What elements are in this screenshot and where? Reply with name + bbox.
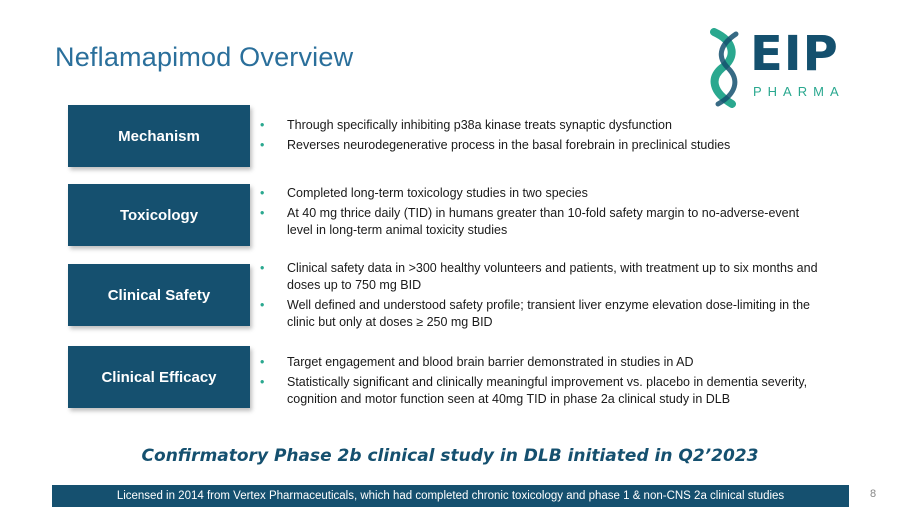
slide-title: Neflamapimod Overview xyxy=(55,42,354,72)
confirmatory-statement: Confirmatory Phase 2b clinical study in DLB initiated in Q2’2023 xyxy=(141,446,759,466)
footer-banner: Licensed in 2014 from Vertex Pharmaceuticals, which had completed chronic toxicology and phase 1 & non-CNS 2a clinical studies xyxy=(52,485,849,507)
list-item: • At 40 mg thrice daily (TID) in humans greater than 10-fold safety margin to no-adverse-event level in long-term animal toxicity studies xyxy=(260,205,820,239)
helix-logo-icon xyxy=(706,28,746,108)
list-item: • Well defined and understood safety profile; transient liver enzyme elevation dose-limiting in the clinic but only at doses ≥ 250 mg BID xyxy=(260,297,820,331)
list-item: • Reverses neurodegenerative process in the basal forebrain in preclinical studies xyxy=(260,137,820,154)
list-item: • Target engagement and blood brain barrier demonstrated in studies in AD xyxy=(260,354,820,371)
list-item: • Through specifically inhibiting p38a kinase treats synaptic dysfunction xyxy=(260,117,820,134)
page-number: 8 xyxy=(870,488,877,500)
mechanism-label: Mechanism xyxy=(68,105,250,167)
toxicology-bullets xyxy=(260,185,820,242)
list-item: • Completed long-term toxicology studies in two species xyxy=(260,185,820,202)
logo-wordmark: EIP xyxy=(750,26,839,82)
list-item: • Clinical safety data in >300 healthy volunteers and patients, with treatment up to six months and doses up to 750 mg BID xyxy=(260,260,820,294)
eip-pharma-logo xyxy=(706,28,846,110)
clinical-efficacy-bullets xyxy=(260,354,820,411)
clinical-efficacy-label: Clinical Efficacy xyxy=(68,346,250,408)
mechanism-bullets xyxy=(260,117,820,157)
clinical-safety-label: Clinical Safety xyxy=(68,264,250,326)
toxicology-label: Toxicology xyxy=(68,184,250,246)
logo-subtitle: PHARMA xyxy=(753,84,845,99)
list-item: • Statistically significant and clinically meaningful improvement vs. placebo in dementia severity, cognition and motor function seen at 40mg TID in phase 2a clinical study in DLB xyxy=(260,374,820,408)
clinical-safety-bullets xyxy=(260,260,820,334)
